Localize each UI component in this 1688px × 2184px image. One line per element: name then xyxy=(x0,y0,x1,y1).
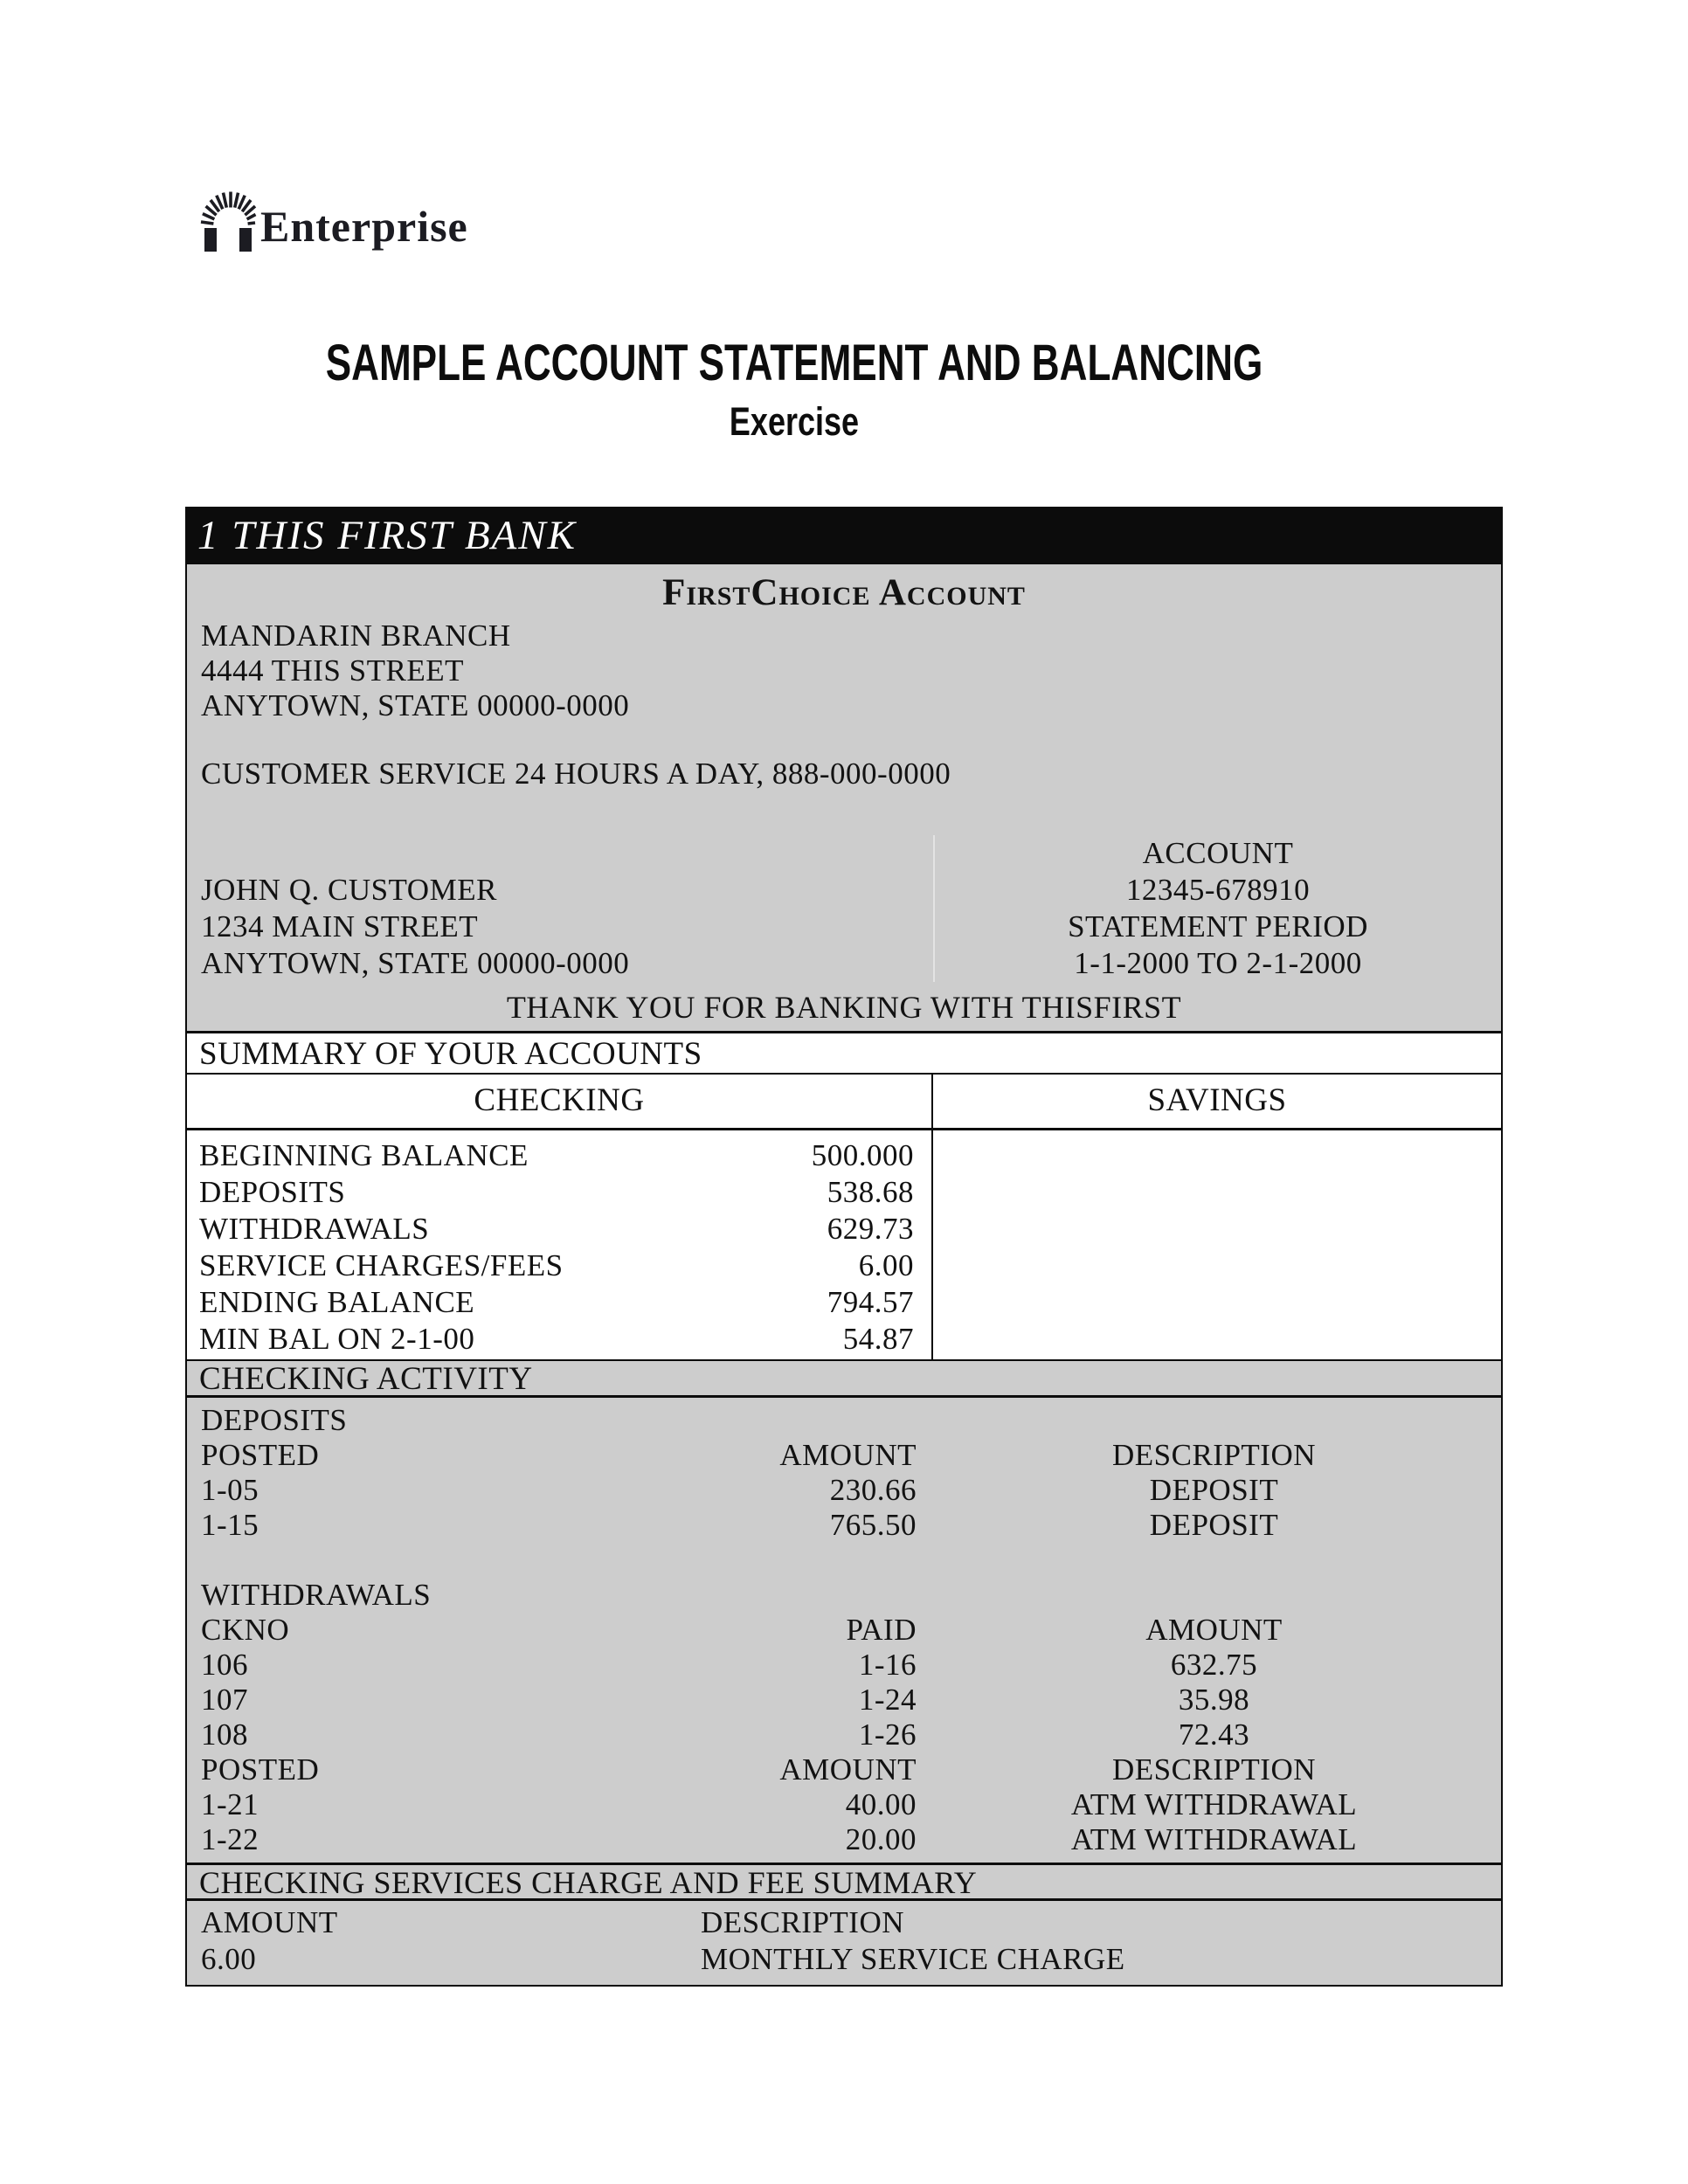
summary-value: 54.87 xyxy=(842,1322,914,1356)
fee-amount: 6.00 xyxy=(201,1942,257,1976)
check-number: 107 xyxy=(201,1683,248,1717)
branch-address xyxy=(187,619,1501,723)
check-paid-date: 1-16 xyxy=(858,1648,917,1682)
summary-value: 6.00 xyxy=(858,1248,914,1282)
branch-line: 4444 THIS STREET xyxy=(201,653,464,688)
summary-label: DEPOSITS xyxy=(199,1175,346,1209)
customer-address xyxy=(187,835,933,982)
fee-description: MONTHLY SERVICE CHARGE xyxy=(701,1942,1125,1976)
summary-row xyxy=(187,1321,931,1358)
customer-service-line: CUSTOMER SERVICE 24 HOURS A DAY, 888-000-0000 xyxy=(201,757,951,791)
brand-name: Enterprise xyxy=(260,202,468,251)
brand-logo xyxy=(199,182,468,253)
summary-row xyxy=(187,1248,931,1284)
atm-row xyxy=(187,1822,1501,1857)
deposits-label: DEPOSITS xyxy=(201,1403,348,1437)
checks-header-row xyxy=(187,1613,1501,1648)
fee-header-row xyxy=(187,1904,1501,1941)
checking-activity-body xyxy=(187,1398,1501,1863)
checks-header-amount: AMOUNT xyxy=(1145,1613,1283,1647)
thank-you-line: THANK YOU FOR BANKING WITH THISFIRST xyxy=(506,990,1182,1025)
summary-label: MIN BAL ON 2-1-00 xyxy=(199,1322,475,1356)
account-info xyxy=(933,835,1501,982)
check-amount: 632.75 xyxy=(1170,1648,1258,1682)
check-paid-date: 1-26 xyxy=(858,1717,917,1752)
page-subtitle: Exercise xyxy=(729,399,860,444)
bank-name-bar: 1 THIS FIRST BANK xyxy=(187,508,1501,564)
atm-row xyxy=(187,1787,1501,1822)
deposits-section-label-row xyxy=(187,1403,1501,1438)
fee-summary-title: CHECKING SERVICES CHARGE AND FEE SUMMARY xyxy=(187,1863,1501,1901)
summary-values xyxy=(187,1130,1501,1359)
atm-header-description: DESCRIPTION xyxy=(1111,1752,1317,1787)
summary-column-headers xyxy=(187,1075,1501,1130)
deposits-header-posted: POSTED xyxy=(201,1438,320,1472)
bank-info-block xyxy=(187,564,1501,1031)
page-heading xyxy=(0,334,1588,445)
atm-header-posted: POSTED xyxy=(201,1752,320,1787)
check-amount: 35.98 xyxy=(1178,1683,1250,1717)
account-number: 12345-678910 xyxy=(1125,873,1311,907)
customer-line: JOHN Q. CUSTOMER xyxy=(201,873,497,907)
withdrawals-label: WITHDRAWALS xyxy=(201,1578,432,1612)
atm-amount: 20.00 xyxy=(845,1822,917,1856)
deposit-row xyxy=(187,1473,1501,1508)
atm-header-row xyxy=(187,1752,1501,1787)
sunrise-arch-icon xyxy=(199,182,257,253)
atm-posted: 1-21 xyxy=(201,1787,259,1821)
summary-label: WITHDRAWALS xyxy=(199,1212,430,1246)
summary-row xyxy=(187,1211,931,1248)
atm-description: ATM WITHDRAWAL xyxy=(1070,1822,1358,1856)
account-label: ACCOUNT xyxy=(1142,836,1294,870)
check-row xyxy=(187,1648,1501,1683)
deposit-row xyxy=(187,1508,1501,1543)
fee-summary-body xyxy=(187,1901,1501,1985)
deposit-posted: 1-15 xyxy=(201,1508,259,1542)
summary-section-title: SUMMARY OF YOUR ACCOUNTS xyxy=(187,1031,1501,1075)
checking-activity-title: CHECKING ACTIVITY xyxy=(187,1359,1501,1398)
deposit-description: DEPOSIT xyxy=(1149,1473,1279,1507)
account-type-title: FirstChoice Account xyxy=(662,572,1026,613)
branch-line: MANDARIN BRANCH xyxy=(201,619,511,653)
summary-label: ENDING BALANCE xyxy=(199,1285,475,1319)
atm-posted: 1-22 xyxy=(201,1822,259,1856)
fee-header-description: DESCRIPTION xyxy=(701,1905,905,1939)
summary-row xyxy=(187,1137,931,1174)
customer-line: ANYTOWN, STATE 00000-0000 xyxy=(201,946,630,980)
checking-column-header: CHECKING xyxy=(187,1075,933,1128)
atm-description: ATM WITHDRAWAL xyxy=(1070,1787,1358,1821)
customer-line: 1234 MAIN STREET xyxy=(201,909,479,943)
fee-row xyxy=(187,1941,1501,1978)
deposit-posted: 1-05 xyxy=(201,1473,259,1507)
withdrawals-section-label-row xyxy=(187,1578,1501,1613)
savings-column-header: SAVINGS xyxy=(1147,1082,1287,1118)
summary-label: SERVICE CHARGES/FEES xyxy=(199,1248,564,1282)
customer-account-columns xyxy=(187,835,1501,982)
statement-period-label: STATEMENT PERIOD xyxy=(1068,909,1368,943)
statement-table xyxy=(185,507,1503,1987)
summary-value: 500.000 xyxy=(811,1138,914,1172)
deposits-header-amount: AMOUNT xyxy=(779,1438,917,1472)
check-number: 106 xyxy=(201,1648,248,1682)
section-gap xyxy=(187,1543,1501,1578)
check-row xyxy=(187,1683,1501,1717)
atm-amount: 40.00 xyxy=(845,1787,917,1821)
statement-period-value: 1-1-2000 TO 2-1-2000 xyxy=(1074,946,1362,980)
summary-value: 538.68 xyxy=(827,1175,914,1209)
atm-header-amount: AMOUNT xyxy=(779,1752,917,1787)
deposit-amount: 765.50 xyxy=(829,1508,917,1542)
savings-summary-cell xyxy=(933,1130,1501,1359)
summary-row xyxy=(187,1174,931,1211)
deposit-amount: 230.66 xyxy=(829,1473,917,1507)
checks-header-paid: PAID xyxy=(846,1613,917,1647)
deposits-header-description: DESCRIPTION xyxy=(1111,1438,1317,1472)
checks-header-ckno: CKNO xyxy=(201,1613,290,1647)
check-row xyxy=(187,1717,1501,1752)
deposits-header-row xyxy=(187,1438,1501,1473)
check-amount: 72.43 xyxy=(1178,1717,1250,1752)
check-number: 108 xyxy=(201,1717,248,1752)
check-paid-date: 1-24 xyxy=(858,1683,917,1717)
summary-row xyxy=(187,1284,931,1321)
page-title: SAMPLE ACCOUNT STATEMENT AND BALANCING xyxy=(325,335,1263,391)
summary-value: 629.73 xyxy=(827,1212,914,1246)
summary-label: BEGINNING BALANCE xyxy=(199,1138,529,1172)
branch-line: ANYTOWN, STATE 00000-0000 xyxy=(201,688,630,722)
fee-header-amount: AMOUNT xyxy=(201,1905,338,1939)
deposit-description: DEPOSIT xyxy=(1149,1508,1279,1542)
summary-value: 794.57 xyxy=(827,1285,914,1319)
checking-summary-cell xyxy=(187,1130,933,1359)
